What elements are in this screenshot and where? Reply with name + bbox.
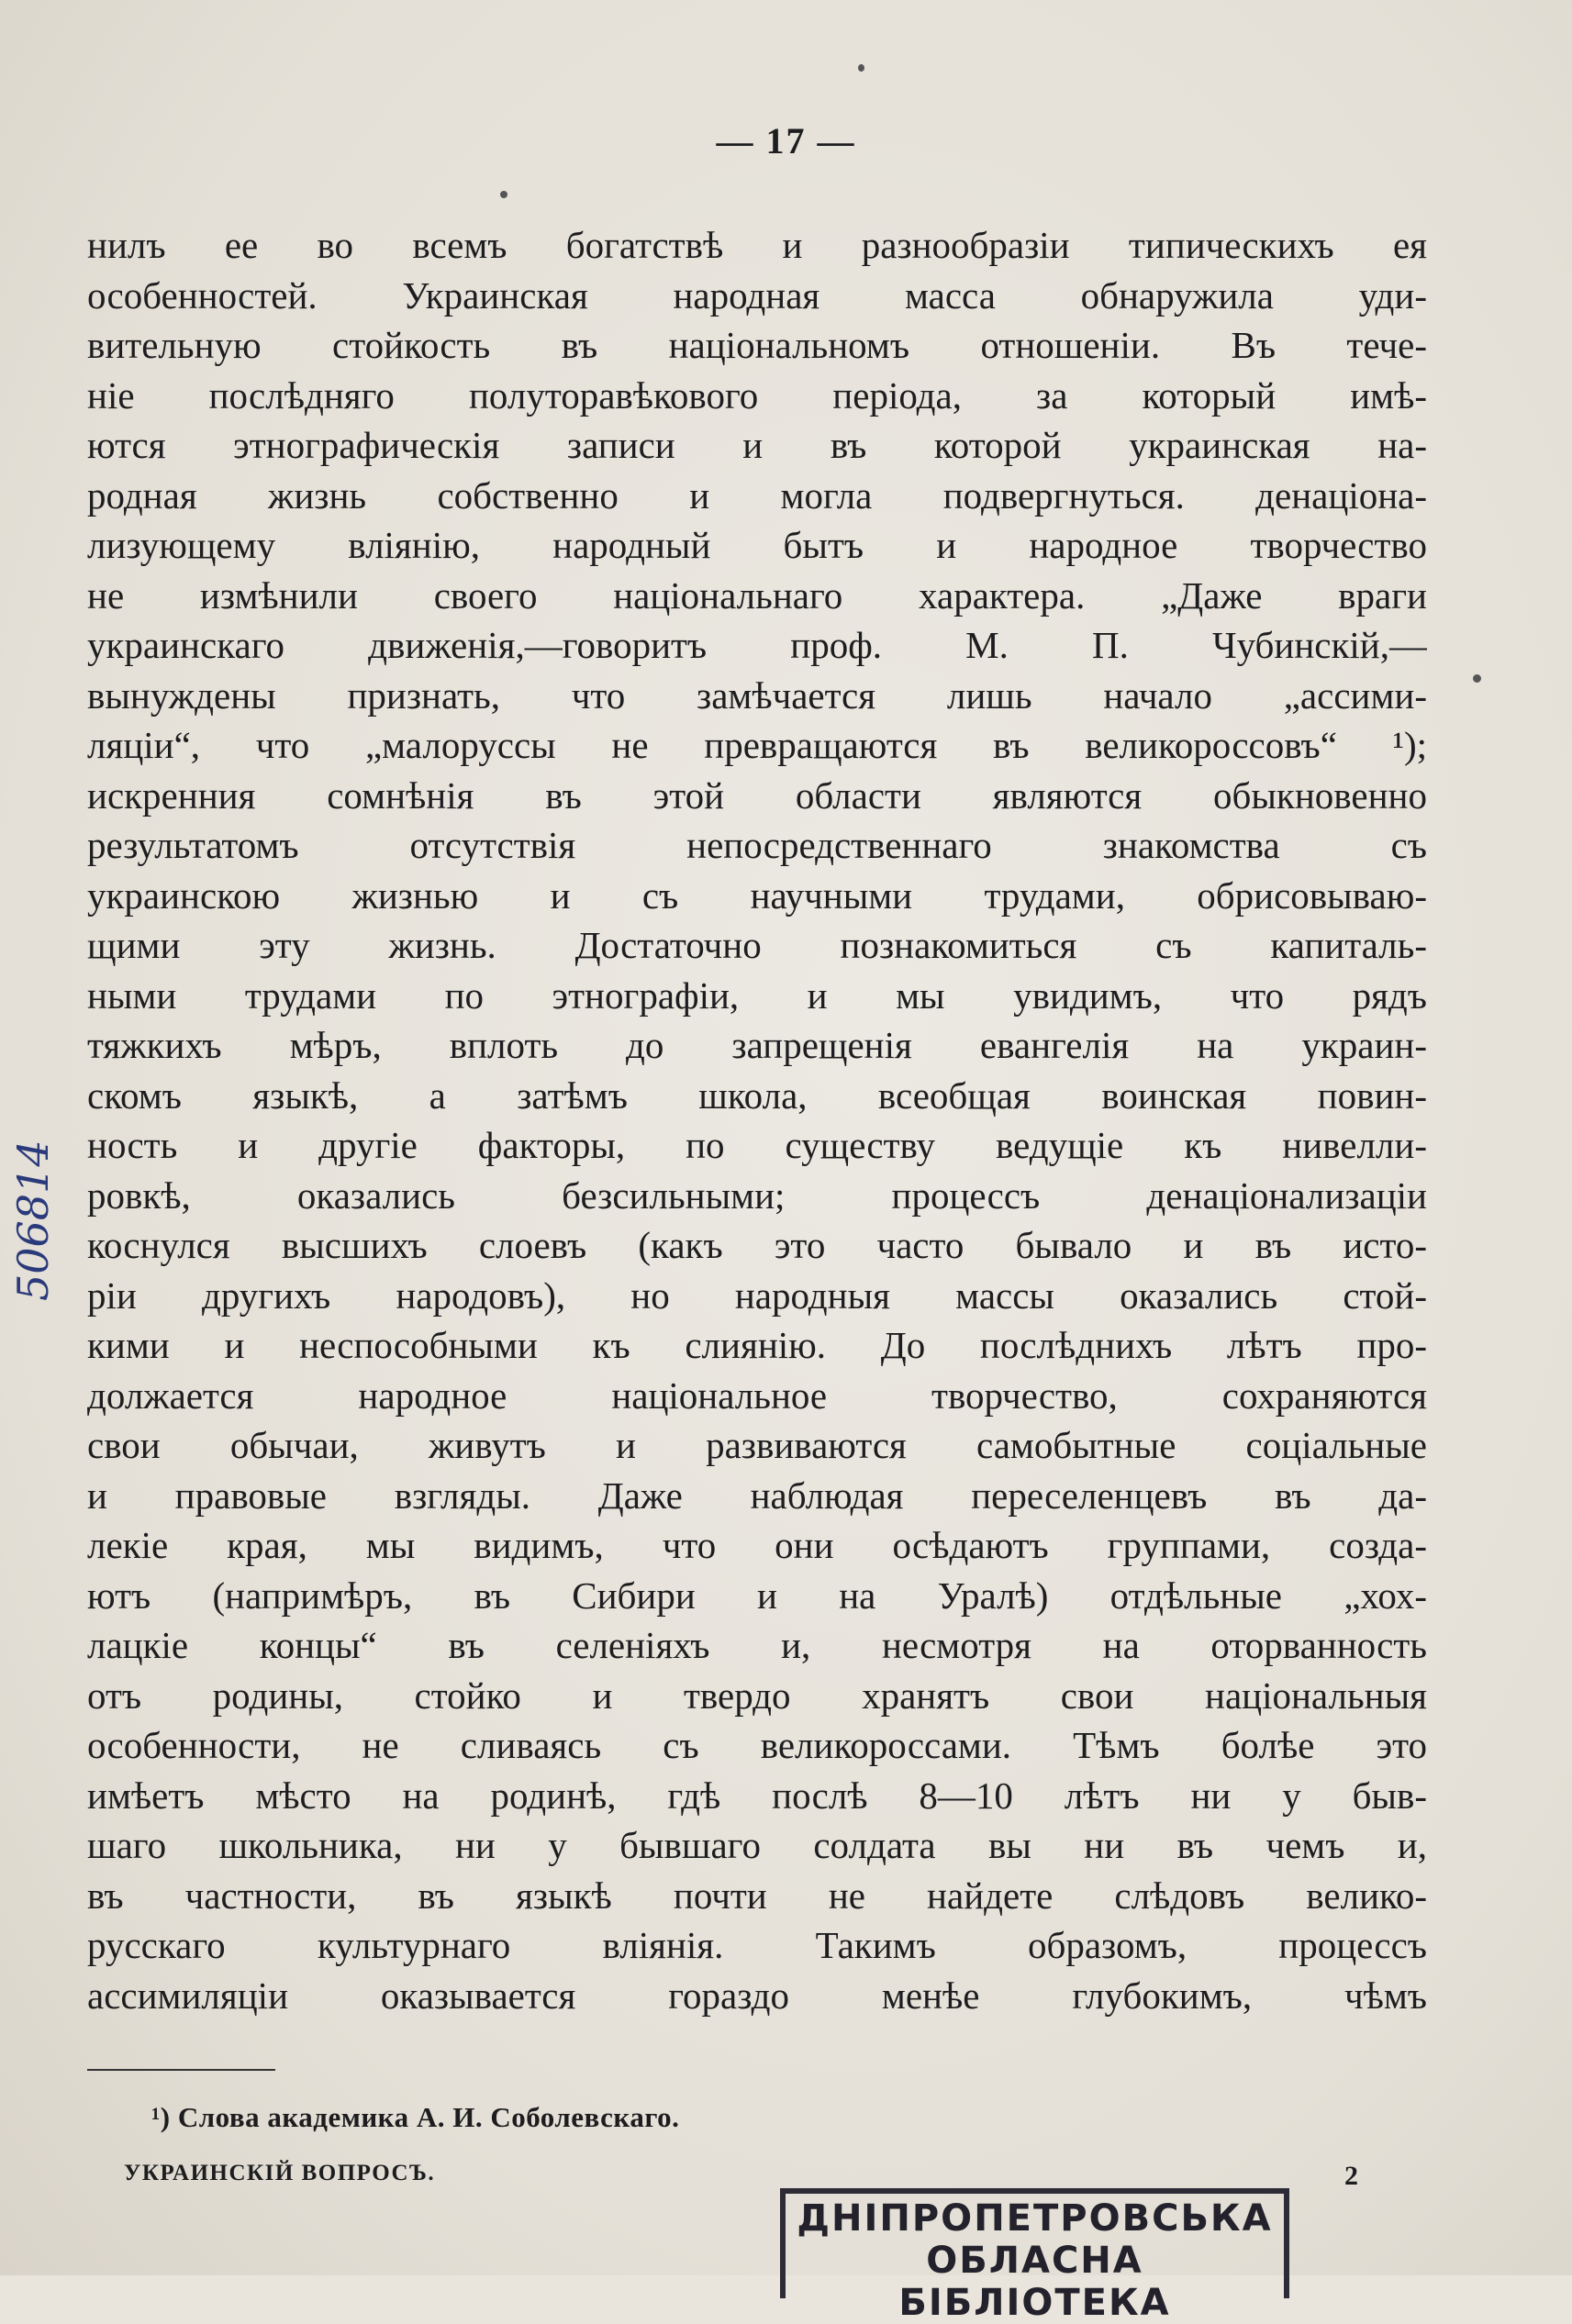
body-line: лизующему вліянію, народный бытъ и народное творчество	[87, 524, 1427, 566]
body-line: имѣетъ мѣсто на родинѣ, гдѣ послѣ 8—10 лѣтъ ни у быв-	[87, 1774, 1427, 1817]
sheet-number: 2	[1344, 2161, 1358, 2191]
body-line: нилъ ее во всемъ богатствѣ и разнообразіи типическихъ ея	[87, 224, 1427, 266]
ink-speck	[500, 191, 507, 198]
body-line: ными трудами по этнографіи, и мы увидимъ, что рядъ	[87, 973, 1427, 1017]
body-line: особенностей. Украинская народная масса обнаружила уди-	[87, 273, 1427, 317]
body-line: шаго школьника, ни у бывшаго солдата вы ни въ чемъ и,	[87, 1824, 1427, 1866]
body-text	[87, 220, 1427, 2020]
body-line: результатомъ отсутствія непосредственнаго знакомства съ	[87, 824, 1427, 866]
body-line: свои обычаи, живутъ и развиваются самобытные соціальные	[87, 1424, 1427, 1466]
body-line: русскаго культурнаго вліянія. Такимъ образомъ, процессъ	[87, 1924, 1427, 1966]
footnote-marker: ¹)	[151, 2101, 171, 2133]
body-line: лацкіе концы“ въ селеніяхъ и, несмотря на оторванность	[87, 1624, 1427, 1666]
body-line: ютъ (напримѣръ, въ Сибири и на Уралѣ) отдѣльные „хох-	[87, 1573, 1427, 1617]
body-line: не измѣнили своего національнаго характера. „Даже враги	[87, 573, 1427, 617]
body-line: должается народное національное творчество, сохраняются	[87, 1373, 1427, 1417]
handwritten-inventory-number-text: 506814	[8, 1140, 58, 1301]
body-line: вительную стойкость въ національномъ отношеніи. Въ тече-	[87, 324, 1427, 366]
stamp-line-1: ДНІПРОПЕТРОВСЬКА	[797, 2197, 1273, 2240]
handwritten-inventory-number	[7, 1083, 62, 1303]
body-line: скомъ языкѣ, а затѣмъ школа, всеобщая воинская повин-	[87, 1073, 1427, 1117]
body-line: ются этнографическія записи и въ которой украинская на-	[87, 424, 1427, 466]
body-line: и правовые взгляды. Даже наблюдая переселенцевъ въ да-	[87, 1473, 1427, 1517]
body-line: коснулся высшихъ слоевъ (какъ это часто бывало и въ исто-	[87, 1224, 1427, 1266]
ink-speck	[1473, 674, 1481, 683]
body-line: отъ родины, стойко и твердо хранятъ свои національныя	[87, 1674, 1427, 1717]
body-line: украинскою жизнью и съ научными трудами, обрисовываю-	[87, 873, 1427, 917]
library-stamp	[780, 2188, 1289, 2324]
body-line: ріи другихъ народовъ), но народныя массы оказались стой-	[87, 1273, 1427, 1317]
footnote-divider	[87, 2069, 275, 2071]
body-line: ровкѣ, оказались безсильными; процессъ денаціонализаціи	[87, 1173, 1427, 1217]
body-line: вынуждены признать, что замѣчается лишь начало „ассими-	[87, 673, 1427, 717]
body-line: щими эту жизнь. Достаточно познакомиться съ капиталь-	[87, 924, 1427, 966]
body-line: ассимиляціи оказывается гораздо менѣе глубокимъ, чѣмъ	[87, 1974, 1427, 2017]
body-line: ніе послѣдняго полуторавѣкового періода, за который имѣ-	[87, 373, 1427, 417]
page-number: — 17 —	[716, 120, 856, 161]
body-line: искренния сомнѣнія въ этой области являются обыкновенно	[87, 773, 1427, 817]
body-line: родная жизнь собственно и могла подвергнуться. денаціона-	[87, 473, 1427, 517]
body-line: въ частности, въ языкѣ почти не найдете слѣдовъ велико-	[87, 1874, 1427, 1917]
body-line: украинскаго движенія,—говоритъ проф. М. П. Чубинскій,—	[87, 624, 1427, 666]
body-line: кими и неспособными къ слиянію. До послѣднихъ лѣтъ про-	[87, 1324, 1427, 1366]
body-line: ность и другіе факторы, по существу ведущіе къ нивелли-	[87, 1124, 1427, 1166]
body-line: лекіе края, мы видимъ, что они осѣдаютъ группами, созда-	[87, 1524, 1427, 1566]
body-line: тяжкихъ мѣръ, вплоть до запрещенія евангелія на украин-	[87, 1024, 1427, 1066]
stamp-line-2: ОБЛАСНА БІБЛІОТЕКА	[898, 2240, 1171, 2324]
footnote	[151, 2101, 679, 2134]
footnote-text: Слова академика А. И. Соболевскаго.	[177, 2101, 680, 2133]
ink-speck	[858, 64, 864, 72]
body-line: ляціи“, что „малоруссы не превращаются въ великороссовъ“ ¹);	[87, 724, 1427, 766]
body-line: особенности, не сливаясь съ великороссами. Тѣмъ болѣе это	[87, 1724, 1427, 1766]
signature-mark: УКРАИНСКІЙ ВОПРОСЪ.	[124, 2161, 436, 2185]
